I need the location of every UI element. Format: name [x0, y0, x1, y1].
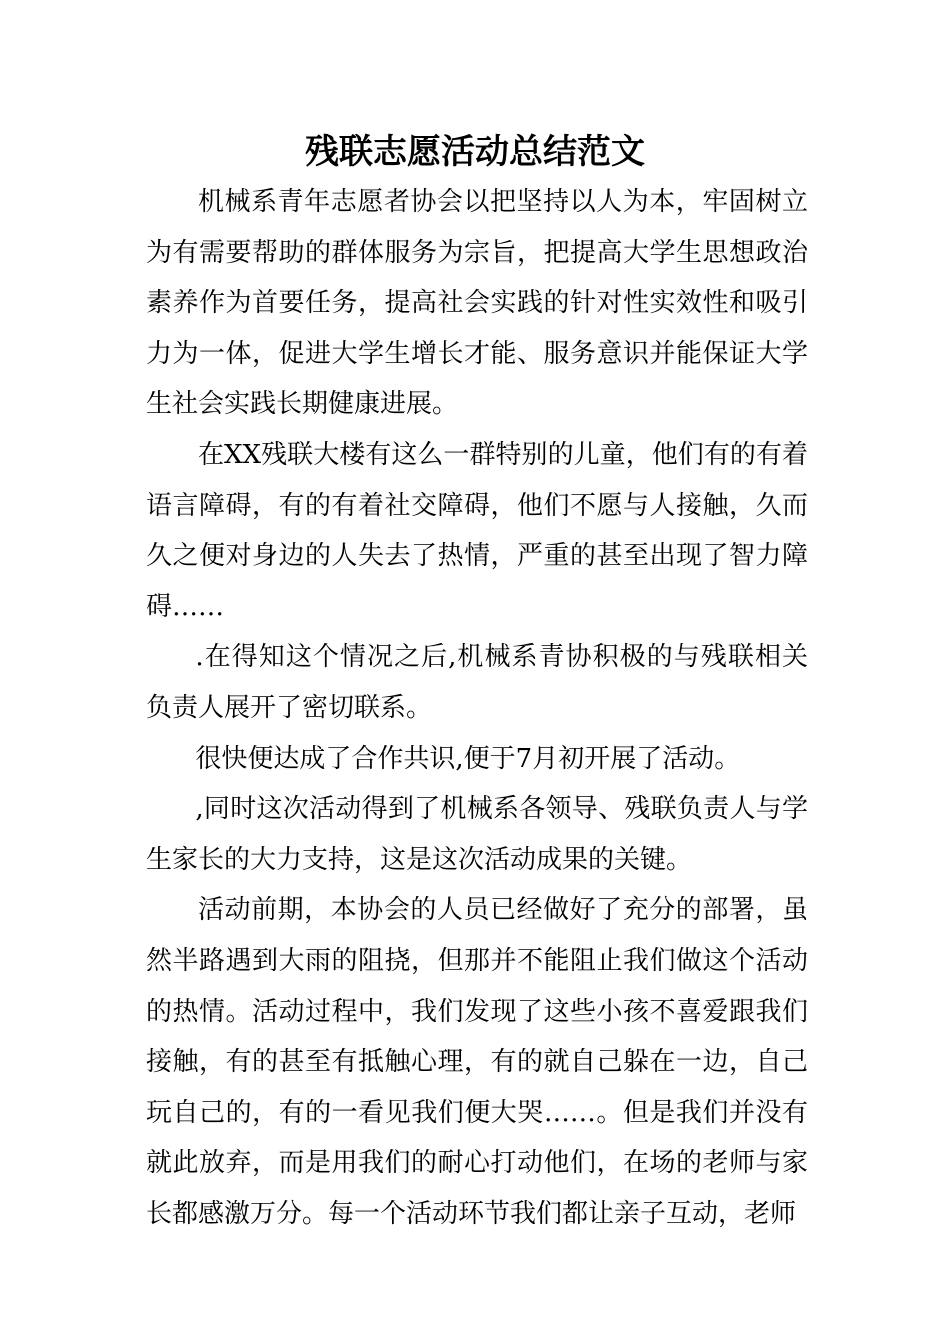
document-title: 残联志愿活动总结范文	[305, 132, 645, 172]
paragraph-3: .在得知这个情况之后,机械系青协积极的与残联相关负责人展开了密切联系。	[146, 642, 808, 723]
paragraph-5: ,同时这次活动得到了机械系各领导、残联负责人与学生家长的大力支持，这是这次活动成果的关键。	[146, 794, 808, 875]
paragraph-4: 很快便达成了合作共识,便于7月初开展了活动。	[195, 743, 741, 774]
paragraph-1: 机械系青年志愿者协会以把坚持以人为本，牢固树立为有需要帮助的群体服务为宗旨，把提高大学生思想政治素养作为首要任务，提高社会实践的针对性实效性和吸引力为一体，促进大学生增长才能、服务意识并能保证大学生社会实践长期健康进展。	[146, 187, 808, 420]
paragraph-6: 活动前期，本协会的人员已经做好了充分的部署，虽然半路遇到大雨的阻挠，但那并不能阻止我们做这个活动的热情。活动过程中，我们发现了这些小孩不喜爱跟我们接触，有的甚至有抵触心理，有的就自己躲在一边，自己玩自己的，有的一看见我们便大哭……。但是我们并没有就此放弃，而是用我们的耐心打动他们，在场的老师与家长都感激万分。每一个活动环节我们都让亲子互动，老师	[146, 895, 808, 1229]
paragraph-2: 在XX残联大楼有这么一群特别的儿童，他们有的有着语言障碍，有的有着社交障碍，他们不愿与人接触，久而久之便对身边的人失去了热情，严重的甚至出现了智力障碍……	[146, 439, 808, 622]
document-body	[146, 177, 808, 1239]
